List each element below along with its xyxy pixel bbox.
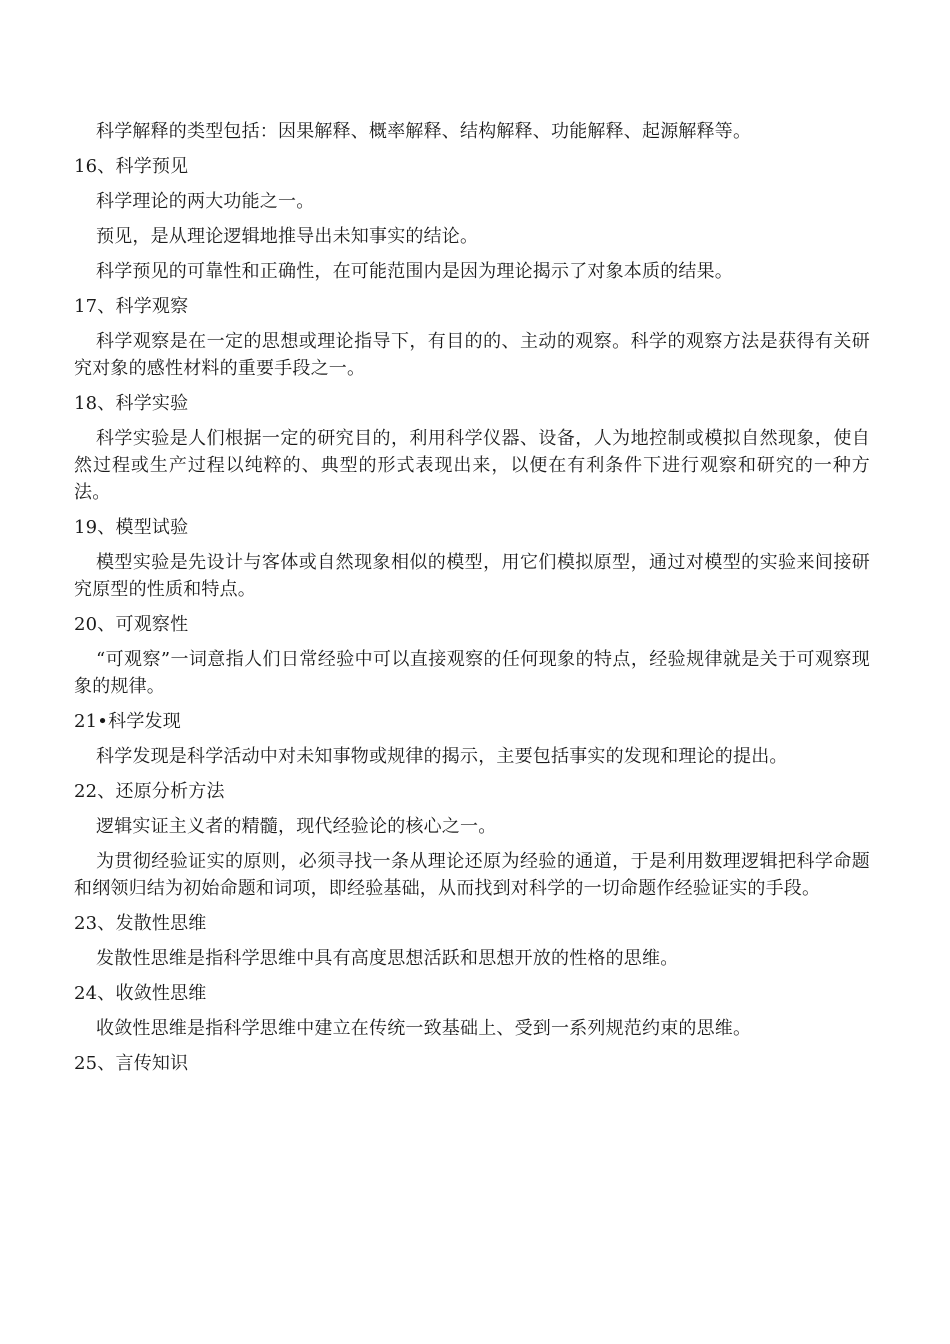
paragraph: 为贯彻经验证实的原则，必须寻找一条从理论还原为经验的通道，于是利用数理逻辑把科学命题和纲领归结为初始命题和词项，即经验基础，从而找到对科学的一切命题作经验证实的手段。: [74, 851, 870, 899]
paragraph: 逻辑实证主义者的精髓，现代经验论的核心之一。: [96, 816, 497, 837]
section-heading-23: 23、发散性思维: [74, 913, 207, 934]
paragraph: 科学实验是人们根据一定的研究目的，利用科学仪器、设备，人为地控制或模拟自然现象，使自然过程或生产过程以纯粹的、典型的形式表现出来，以便在有利条件下进行观察和研究的一种方法。: [74, 428, 870, 503]
section-heading-18: 18、科学实验: [74, 393, 189, 414]
paragraph: 科学发现是科学活动中对未知事物或规律的揭示，主要包括事实的发现和理论的提出。: [96, 746, 788, 767]
section-heading-21: 21•科学发现: [74, 711, 181, 732]
paragraph: 发散性思维是指科学思维中具有高度思想活跃和思想开放的性格的思维。: [96, 948, 679, 969]
section-heading-20: 20、可观察性: [74, 614, 189, 635]
section-heading-16: 16、科学预见: [74, 156, 189, 177]
paragraph: 预见，是从理论逻辑地推导出未知事实的结论。: [96, 226, 479, 247]
paragraph: 科学预见的可靠性和正确性，在可能范围内是因为理论揭示了对象本质的结果。: [96, 261, 733, 282]
section-heading-25: 25、言传知识: [74, 1053, 189, 1074]
paragraph: 科学理论的两大功能之一。: [96, 191, 315, 212]
paragraph: 模型实验是先设计与客体或自然现象相似的模型，用它们模拟原型，通过对模型的实验来间接研究原型的性质和特点。: [74, 552, 870, 600]
paragraph: 收敛性思维是指科学思维中建立在传统一致基础上、受到一系列规范约束的思维。: [96, 1018, 752, 1039]
paragraph: “可观察”一词意指人们日常经验中可以直接观察的任何现象的特点，经验规律就是关于可观察现象的规律。: [74, 649, 870, 697]
section-heading-22: 22、还原分析方法: [74, 781, 225, 802]
paragraph: 科学解释的类型包括：因果解释、概率解释、结构解释、功能解释、起源解释等。: [96, 121, 752, 142]
document-page: [74, 118, 870, 1085]
section-heading-24: 24、收敛性思维: [74, 983, 207, 1004]
section-heading-17: 17、科学观察: [74, 296, 189, 317]
section-heading-19: 19、模型试验: [74, 517, 189, 538]
paragraph: 科学观察是在一定的思想或理论指导下，有目的的、主动的观察。科学的观察方法是获得有关研究对象的感性材料的重要手段之一。: [74, 331, 870, 379]
